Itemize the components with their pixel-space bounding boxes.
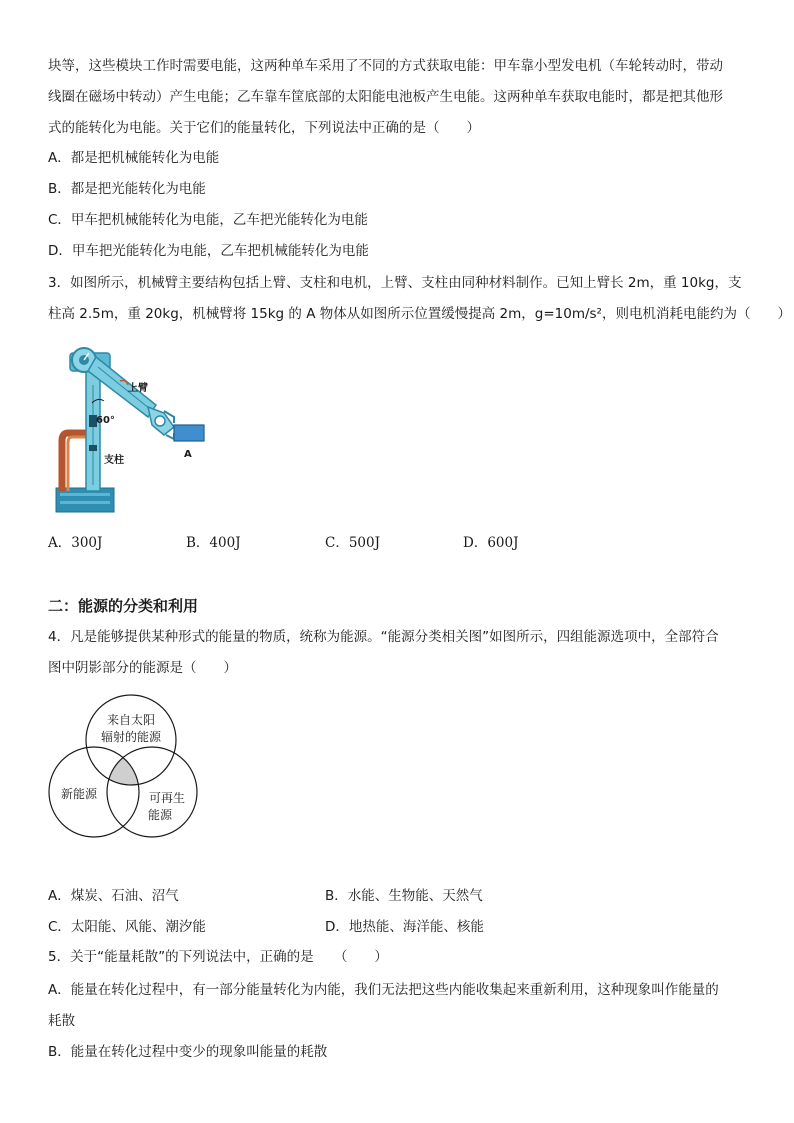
q4-option-c: C．太阳能、风能、潮汐能	[48, 919, 206, 935]
venn-label-renewable-1: 可再生	[148, 791, 186, 805]
label-object-a: A	[184, 449, 192, 460]
q2-option-b: B．都是把光能转化为电能	[48, 181, 206, 197]
object-a	[174, 425, 204, 441]
q5-option-a-line-1: A．能量在转化过程中，有一部分能量转化为内能，我们无法把这些内能收集起来重新利用，这种现象叫作能量的	[48, 982, 719, 998]
venn-label-new: 新能源	[60, 787, 98, 801]
q4-line-2: 图中阴影部分的能源是（ ）	[48, 660, 237, 676]
q2-option-c: C．甲车把机械能转化为电能，乙车把光能转化为电能	[48, 212, 368, 228]
label-upper-arm: 上臂	[128, 383, 148, 394]
q2-line-2: 线圈在磁场中转动）产生电能；乙车靠车筐底部的太阳能电池板产生电能。这两种单车获取电能时，都是把其他形	[48, 89, 723, 105]
q3-line-1: 3．如图所示，机械臂主要结构包括上臂、支柱和电机，上臂、支柱由同种材料制作。已知上臂长 2m，重 10kg，支	[48, 275, 742, 291]
q3-line-2: 柱高 2.5m，重 20kg，机械臂将 15kg 的 A 物体从如图所示位置缓慢提高 2m，g=10m/s²，则电机消耗电能约为（ ）	[48, 306, 791, 322]
q4-option-b: B．水能、生物能、天然气	[325, 888, 483, 904]
q3-option-c: C．500J	[325, 535, 381, 551]
q4-option-d: D．地热能、海洋能、核能	[325, 919, 484, 935]
section-title: 二：能源的分类和利用	[48, 597, 199, 615]
q2-line-3: 式的能转化为电能。关于它们的能量转化，下列说法中正确的是（ ）	[48, 120, 480, 136]
q5-option-a-line-2: 耗散	[48, 1013, 75, 1029]
venn-label-renewable-2: 能源	[147, 808, 173, 822]
q3-option-a: A．300J	[48, 535, 103, 551]
arm-base	[56, 488, 114, 512]
q4-options-row-1	[48, 886, 748, 906]
q5-option-b: B．能量在转化过程中变少的现象叫能量的耗散	[48, 1044, 328, 1060]
q4-line-1: 4．凡是能够提供某种形式的能量的物质，统称为能源。“能源分类相关图”如图所示，四组能源选项中，全部符合	[48, 629, 719, 645]
label-pillar: 支柱	[104, 455, 124, 466]
q3-option-d: D．600J	[463, 535, 519, 551]
arm-cable	[62, 433, 88, 491]
venn-label-solar-2: 辐射的能源	[100, 730, 162, 744]
q4-options-row-2	[48, 917, 748, 937]
q3-option-b: B．400J	[186, 535, 241, 551]
q3-options	[48, 533, 748, 553]
robot-arm-figure	[52, 345, 212, 515]
q2-option-a: A．都是把机械能转化为电能	[48, 150, 220, 166]
q4-option-a: A．煤炭、石油、沼气	[48, 888, 179, 904]
q2-option-d: D．甲车把光能转化为电能，乙车把机械能转化为电能	[48, 243, 369, 259]
q2-line-1: 块等，这些模块工作时需要电能，这两种单车采用了不同的方式获取电能：甲车靠小型发电机（车轮转动时，带动	[48, 58, 723, 74]
q5-line-1: 5．关于“能量耗散”的下列说法中，正确的是 （ ）	[48, 949, 388, 965]
label-angle: 60°	[96, 415, 115, 426]
venn-label-solar-1: 来自太阳	[106, 713, 156, 727]
venn-diagram	[44, 690, 204, 840]
